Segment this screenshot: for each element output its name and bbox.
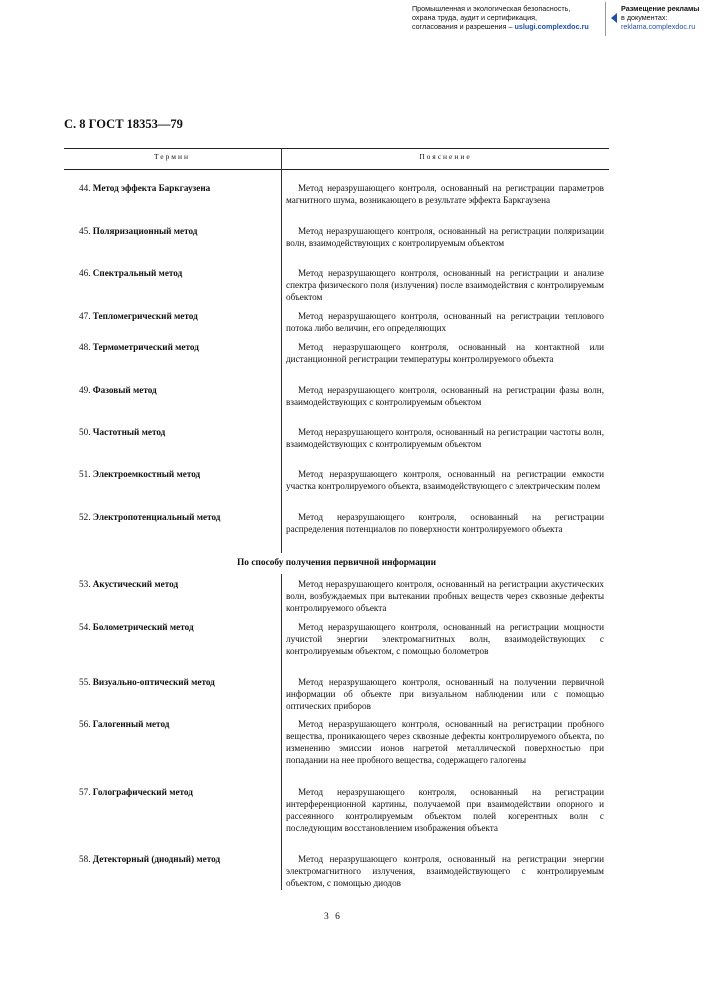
explanation-cell: Метод неразрушающего контроля, основанный на регистрации мощности лучистой энергии электромагнитных волн, взаимодействующих с контролируемым объектом, с помощью болометров	[286, 622, 604, 656]
page-number: 3 6	[324, 912, 342, 922]
explanation-cell: Метод неразрушающего контроля, основанный на получении первичной информации об объекте при визуальном наблюдении или с помощью оптических приборов	[286, 677, 604, 711]
explanation-cell: Метод неразрушающего контроля, основанный на регистрации и анализе спектра физического поля (излучения) после взаимодействия с контролируемым объектом	[286, 268, 604, 302]
term-cell	[79, 182, 279, 194]
term-number: 46.	[79, 268, 91, 278]
term-number: 45.	[79, 226, 91, 236]
term-cell	[79, 468, 279, 480]
term-cell	[79, 511, 279, 523]
term-cell	[79, 578, 279, 590]
term-cell	[79, 676, 279, 688]
document-header: С. 8 ГОСТ 18353—79	[64, 117, 183, 131]
banner-line: Промышленная и экологическая безопасность,	[412, 4, 571, 13]
term-cell	[79, 384, 279, 396]
banner-right-text	[621, 4, 711, 31]
term-name: Электропотенциальный метод	[92, 512, 221, 522]
term-name: Акустический метод	[92, 579, 179, 589]
explanation-cell: Метод неразрушающего контроля, основанный на регистрации частоты волн, взаимодействующих с контролируемым объектом	[286, 427, 604, 449]
term-name: Болометрический метод	[92, 622, 194, 632]
section-heading: По способу получения первичной информации	[237, 558, 436, 568]
explanation-cell: Метод неразрушающего контроля, основанный на контактной или дистанционной регистрации температуры контролируемого объекта	[286, 342, 604, 364]
term-number: 48.	[79, 342, 91, 352]
explanation-cell: Метод неразрушающего контроля, основанный на регистрации поляризации волн, взаимодействующих с контролируемым объектом	[286, 226, 604, 248]
column-divider	[281, 148, 282, 553]
term-name: Тепломегрический метод	[92, 311, 198, 321]
arrow-left-icon	[611, 13, 617, 23]
term-number: 54.	[79, 622, 91, 632]
term-number: 57.	[79, 787, 91, 797]
explanation-cell: Метод неразрушающего контроля, основанный на регистрации акустических волн, возбуждаемых при вытекании пробных веществ через сквозные дефекты контролируемого объекта	[286, 579, 604, 613]
term-name: Поляризационный метод	[92, 226, 198, 236]
explanation-cell: Метод неразрушающего контроля, основанный на регистрации пробного вещества, проникающего через сквозные дефекты контролируемого объекта, по изменению эмиссии ионов нагретой металлической поверхностью при попадании на нее пробного вещества, содержащего галогены	[286, 719, 604, 765]
banner-line	[412, 22, 602, 31]
term-name: Визуально-оптический метод	[92, 677, 215, 687]
column-header-explanation: Пояснение	[419, 152, 472, 161]
banner-line-prefix: согласования и разрешения –	[412, 22, 515, 31]
term-name: Метод эффекта Баркгаузена	[92, 183, 211, 193]
explanation-cell: Метод неразрушающего контроля, основанный на регистрации теплового потока либо величин, его определяющих	[286, 311, 604, 333]
banner-line: Размещение рекламы	[621, 4, 700, 13]
term-name: Электроемкостный метод	[92, 469, 201, 479]
term-cell	[79, 426, 279, 438]
column-divider	[281, 574, 282, 890]
term-name: Галогенный метод	[92, 719, 170, 729]
explanation-cell: Метод неразрушающего контроля, основанный на регистрации энергии электромагнитного излучения, взаимодействующего с контролируемым объектом, с помощью диодов	[286, 854, 604, 888]
term-number: 51.	[79, 469, 91, 479]
term-number: 49.	[79, 385, 91, 395]
table-header-rule	[64, 169, 609, 170]
term-cell	[79, 853, 279, 865]
term-number: 52.	[79, 512, 91, 522]
explanation-cell: Метод неразрушающего контроля, основанный на регистрации распределения потенциалов по поверхности контролируемого объекта	[286, 512, 604, 534]
term-cell	[79, 718, 279, 730]
term-number: 58.	[79, 854, 91, 864]
banner-line: в документах:	[621, 13, 668, 22]
banner-divider	[605, 2, 606, 36]
term-cell	[79, 621, 279, 633]
term-name: Частотный метод	[92, 427, 166, 437]
term-number: 56.	[79, 719, 91, 729]
banner-line: охрана труда, аудит и сертификация,	[412, 13, 537, 22]
term-number: 55.	[79, 677, 91, 687]
explanation-cell: Метод неразрушающего контроля, основанный на регистрации емкости участка контролируемого объекта, взаимодействующего с электрическим полем	[286, 469, 604, 491]
term-name: Голографический метод	[92, 787, 193, 797]
term-name: Детекторный (диодный) метод	[92, 854, 221, 864]
term-cell	[79, 341, 279, 353]
term-number: 44.	[79, 183, 91, 193]
term-name: Термометрический метод	[92, 342, 199, 352]
term-number: 47.	[79, 311, 91, 321]
column-header-term: Термин	[153, 152, 191, 161]
banner-left-text	[412, 4, 602, 31]
term-number: 53.	[79, 579, 91, 589]
term-cell	[79, 225, 279, 237]
term-name: Фазовый метод	[92, 385, 157, 395]
explanation-cell: Метод неразрушающего контроля, основанный на регистрации интерференционной картины, получаемой при взаимодействии опорного и рассеянного контролируемым объектом полей когерентных волн с последующим восстановлением изображения объекта	[286, 787, 604, 833]
term-cell	[79, 786, 279, 798]
table-top-rule	[64, 148, 609, 149]
term-cell	[79, 310, 279, 322]
term-name: Спектральный метод	[92, 268, 183, 278]
explanation-cell: Метод неразрушающего контроля, основанный на регистрации фазы волн, взаимодействующих с контролируемым объектом	[286, 385, 604, 407]
advert-link[interactable]: reklama.complexdoc.ru	[621, 22, 696, 31]
services-link[interactable]: uslugi.complexdoc.ru	[514, 22, 589, 31]
term-cell	[79, 267, 279, 279]
term-number: 50.	[79, 427, 91, 437]
explanation-cell: Метод неразрушающего контроля, основанный на регистрации параметров магнитного шума, возникающего в результате эффекта Баркгаузена	[286, 183, 604, 205]
